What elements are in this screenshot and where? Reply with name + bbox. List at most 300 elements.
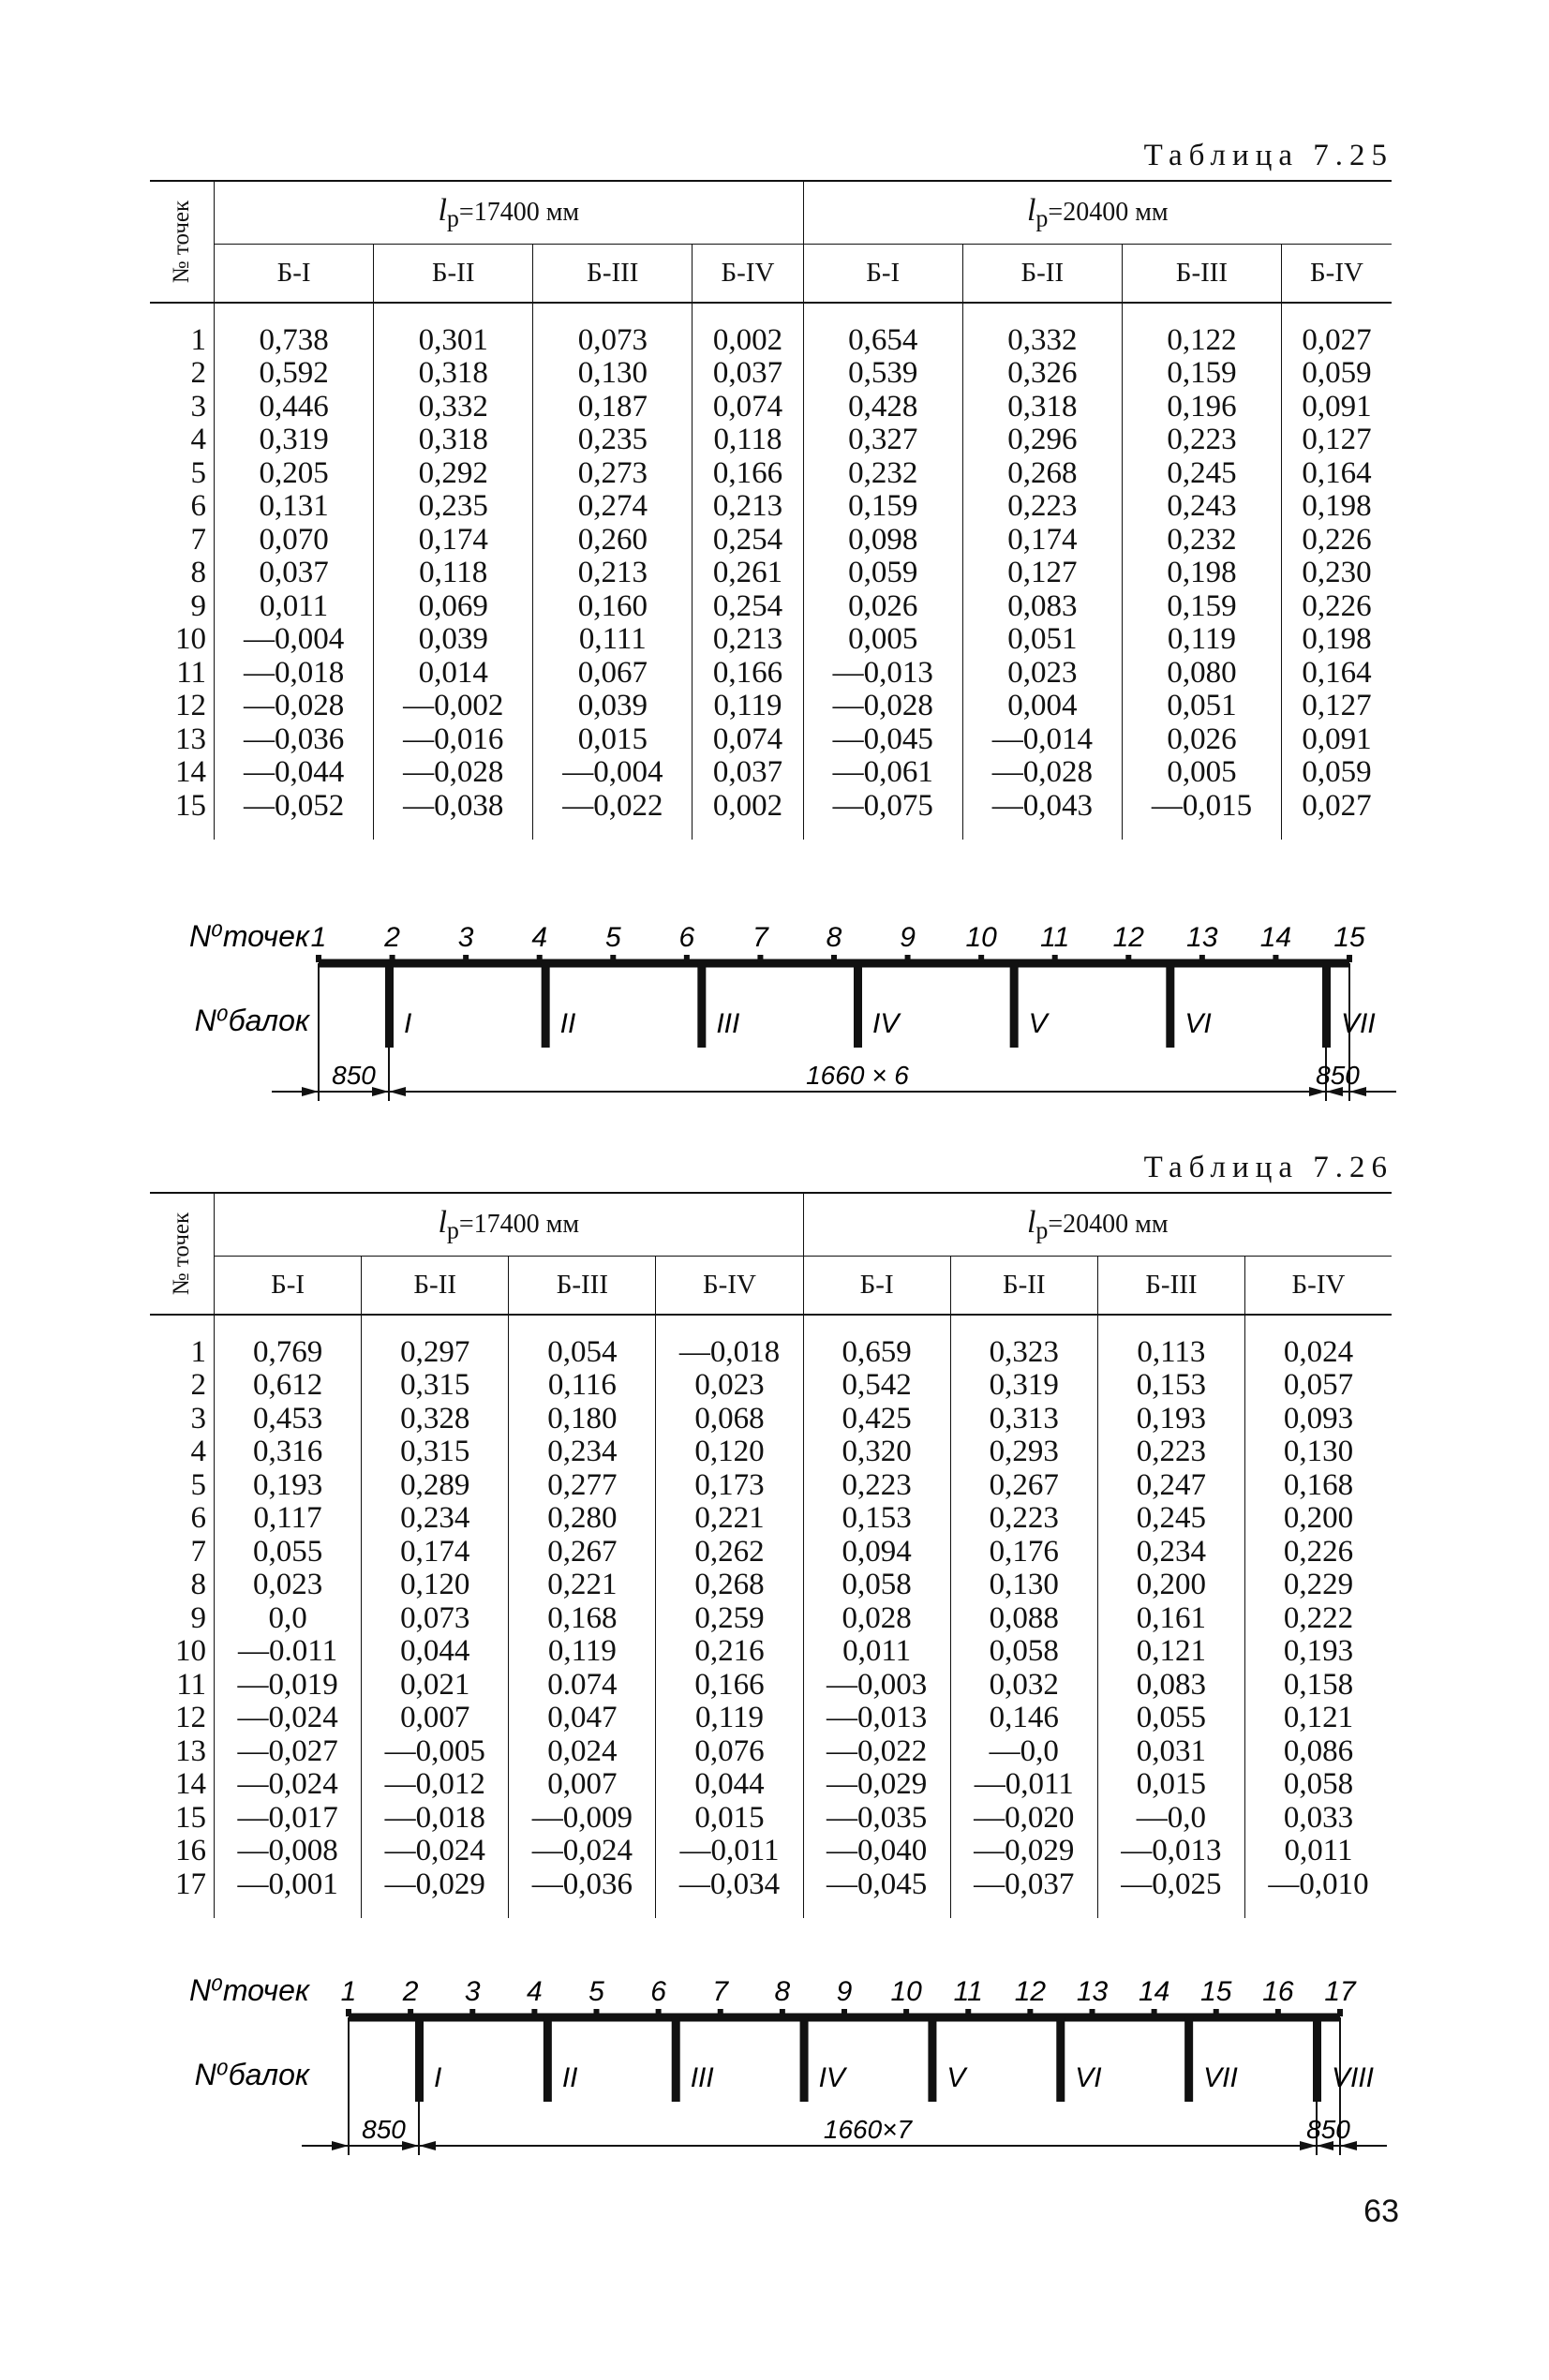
value-cell: 0,127 [962, 557, 1122, 590]
beam-label: V [946, 2062, 966, 2093]
value-cell: 0,612 [215, 1369, 362, 1403]
value-cell: 0,120 [656, 1435, 803, 1469]
point-number-cell: 6 [150, 490, 215, 524]
value-cell: 0,293 [950, 1435, 1097, 1469]
value-cell: 0,153 [803, 1502, 950, 1536]
value-cell: 0,446 [215, 391, 374, 424]
value-cell: 0,268 [962, 457, 1122, 491]
point-label: 8 [826, 922, 842, 953]
table-row [150, 1868, 1392, 1919]
value-cell: 0,327 [803, 424, 962, 457]
value-cell: 0,234 [362, 1502, 509, 1536]
value-cell: 0,223 [1097, 1435, 1244, 1469]
value-cell: 0,039 [374, 623, 533, 657]
value-cell: —0,017 [215, 1802, 362, 1836]
point-number-cell: 3 [150, 391, 215, 424]
value-cell: 0,213 [693, 623, 803, 657]
value-cell: —0.011 [215, 1635, 362, 1669]
point-tick [757, 955, 763, 962]
point-number-cell: 5 [150, 457, 215, 491]
value-cell: —0,016 [374, 723, 533, 757]
beam-label: IV [872, 1008, 900, 1039]
point-tick [316, 955, 321, 962]
value-cell: —0,029 [803, 1768, 950, 1802]
point-tick [1052, 955, 1058, 962]
value-cell: 0,200 [1097, 1569, 1244, 1602]
value-cell: 0,174 [374, 524, 533, 558]
value-cell: —0,027 [215, 1735, 362, 1769]
point-number-cell: 15 [150, 790, 215, 840]
beams-label: N⁰балок [194, 1004, 309, 1037]
point-label: 13 [1076, 1976, 1109, 2007]
points-column-header: № точек [150, 1193, 215, 1315]
value-cell: —0,019 [215, 1669, 362, 1703]
value-cell: —0,024 [362, 1835, 509, 1868]
value-cell: —0,040 [803, 1835, 950, 1868]
point-number-cell: 12 [150, 1702, 215, 1735]
value-cell: 0,026 [803, 590, 962, 624]
value-cell: 0,002 [693, 790, 803, 840]
value-cell: —0,061 [803, 756, 962, 790]
dimension-arrow [389, 1087, 406, 1096]
value-cell: 0,234 [1097, 1536, 1244, 1569]
beam-header: Б-II [362, 1257, 509, 1315]
value-cell: 0,031 [1097, 1735, 1244, 1769]
value-cell: 0,121 [1097, 1635, 1244, 1669]
point-tick [780, 2009, 785, 2016]
value-cell: 0,234 [509, 1435, 656, 1469]
value-cell: 0,318 [374, 424, 533, 457]
value-cell: 0,074 [693, 391, 803, 424]
value-cell: 0,131 [215, 490, 374, 524]
table-row [150, 590, 1392, 624]
value-cell: 0,221 [509, 1569, 656, 1602]
value-cell: 0,229 [1283, 1568, 1354, 1601]
beam-header: Б-II [950, 1257, 1097, 1315]
value-cell: 0,113 [1097, 1315, 1244, 1370]
value-cell: —0,075 [803, 790, 962, 840]
point-tick [469, 2009, 475, 2016]
point-tick [905, 955, 911, 962]
value-cell: 0,159 [1122, 590, 1281, 624]
point-number-cell: 4 [150, 424, 215, 457]
value-cell: 0,027 [1302, 322, 1372, 357]
point-number-cell: 13 [150, 1735, 215, 1769]
beam-header: Б-IV [1291, 1269, 1346, 1300]
value-cell: 0,164 [1302, 455, 1372, 490]
point-tick [1337, 2009, 1343, 2016]
point-label: 8 [774, 1976, 791, 2007]
value-cell: 0,120 [362, 1569, 509, 1602]
value-cell: 0,159 [1122, 357, 1281, 391]
point-label: 9 [836, 1976, 853, 2007]
value-cell: 0,260 [533, 524, 693, 558]
table-row [150, 1502, 1392, 1536]
value-cell: —0,038 [374, 790, 533, 840]
value-cell: 0,067 [533, 657, 693, 691]
value-cell: 0,738 [215, 303, 374, 358]
value-cell: —0,044 [215, 756, 374, 790]
value-cell: 0,076 [656, 1735, 803, 1769]
value-cell: —0,011 [656, 1835, 803, 1868]
point-label: 2 [402, 1976, 419, 2007]
point-number-cell: 10 [150, 1635, 215, 1669]
value-cell: 0,315 [362, 1369, 509, 1403]
table-row [150, 1315, 1392, 1370]
value-cell: 0,193 [215, 1469, 362, 1503]
value-cell: —0,020 [950, 1802, 1097, 1836]
value-cell: —0,010 [1268, 1867, 1369, 1901]
value-cell: 0,058 [1283, 1767, 1354, 1801]
point-tick [903, 2009, 909, 2016]
point-tick [656, 2009, 662, 2016]
value-cell: 0,223 [1122, 424, 1281, 457]
value-cell: 0,094 [803, 1536, 950, 1569]
beam-web [1166, 963, 1174, 1048]
point-tick [831, 955, 837, 962]
table-row [150, 557, 1392, 590]
value-cell: 0,083 [1097, 1669, 1244, 1703]
beam-label: VI [1184, 1008, 1212, 1039]
point-tick [463, 955, 469, 962]
value-cell: 0,005 [803, 623, 962, 657]
point-number-cell: 2 [150, 357, 215, 391]
value-cell: —0,018 [656, 1315, 803, 1370]
point-number-cell: 9 [150, 590, 215, 624]
point-label: 10 [965, 922, 997, 953]
point-tick [1199, 955, 1205, 962]
beam-web [697, 963, 706, 1048]
table-row [150, 490, 1392, 524]
value-cell: —0,024 [215, 1768, 362, 1802]
value-cell: 0,044 [656, 1768, 803, 1802]
value-cell: 0,158 [1283, 1667, 1354, 1702]
beam-label: I [404, 1008, 412, 1039]
point-label: 9 [900, 922, 916, 953]
value-cell: 0,292 [374, 457, 533, 491]
points-label: N⁰точек [188, 1973, 309, 2007]
value-cell: 0,014 [374, 657, 533, 691]
table-row [150, 623, 1392, 657]
point-label: 12 [1112, 922, 1144, 953]
beam-header: Б-II [962, 245, 1122, 303]
value-cell: —0,003 [803, 1669, 950, 1703]
value-cell: 0,055 [1097, 1702, 1244, 1735]
table-row [150, 690, 1392, 723]
value-cell: 0,119 [509, 1635, 656, 1669]
beam-label: II [561, 2062, 578, 2093]
value-cell: 0,176 [950, 1536, 1097, 1569]
point-number-cell: 16 [150, 1835, 215, 1868]
beam-web [854, 963, 862, 1048]
value-cell: 0,277 [509, 1469, 656, 1503]
dimension-arrow [419, 2141, 436, 2150]
beam-web [1056, 2017, 1065, 2102]
point-label: 15 [1200, 1976, 1232, 2007]
group-header-20400: $l_р=20400$ мм [803, 1193, 1392, 1257]
data-table-2 [150, 1192, 1392, 1918]
beam-web [928, 2017, 936, 2102]
value-cell: 0,216 [656, 1635, 803, 1669]
point-tick [684, 955, 690, 962]
value-cell: 0,117 [215, 1502, 362, 1536]
beam-label: VII [1341, 1008, 1376, 1039]
value-cell: 0,111 [533, 623, 693, 657]
value-cell: 0,032 [950, 1669, 1097, 1703]
value-cell: —0,015 [1122, 790, 1281, 840]
group-header-17400: $l_р=17400$ мм [215, 1193, 804, 1257]
point-tick [1027, 2009, 1033, 2016]
value-cell: 0,180 [509, 1403, 656, 1436]
value-cell: —0,011 [950, 1768, 1097, 1802]
value-cell: 0,044 [362, 1635, 509, 1669]
value-cell: 0,059 [1302, 755, 1372, 789]
value-cell: 0,320 [803, 1435, 950, 1469]
value-cell: 0,122 [1122, 303, 1281, 358]
value-cell: 0,166 [693, 657, 803, 691]
points-column-header: № точек [150, 181, 215, 303]
value-cell: 0,127 [1302, 423, 1372, 456]
table-row [150, 657, 1392, 691]
table-row [150, 1635, 1392, 1669]
point-number-cell: 14 [150, 756, 215, 790]
table-row [150, 1702, 1392, 1735]
value-cell: —0,028 [374, 756, 533, 790]
point-tick [1214, 2009, 1219, 2016]
point-number-cell: 1 [150, 1315, 215, 1370]
dimension-right: 850 [1306, 2115, 1350, 2144]
table-row [150, 1536, 1392, 1569]
value-cell: 0,011 [803, 1635, 950, 1669]
dimension-left: 850 [362, 2115, 406, 2144]
value-cell: 0,121 [1283, 1701, 1354, 1734]
table-row [150, 357, 1392, 391]
point-number-cell: 4 [150, 1435, 215, 1469]
value-cell: —0,012 [362, 1768, 509, 1802]
point-tick [531, 2009, 537, 2016]
value-cell: —0,028 [215, 690, 374, 723]
value-cell: 0,198 [1302, 489, 1372, 523]
dimension-right: 850 [1316, 1061, 1360, 1090]
value-cell: 0,037 [215, 557, 374, 590]
value-cell: 0,028 [803, 1602, 950, 1636]
value-cell: 0,011 [1284, 1834, 1353, 1867]
point-tick [1275, 2009, 1281, 2016]
value-cell: —0,045 [803, 1868, 950, 1919]
point-number-cell: 11 [150, 1669, 215, 1703]
value-cell: 0,088 [950, 1602, 1097, 1636]
value-cell: 0,245 [1097, 1502, 1244, 1536]
dimension-arrow [332, 2141, 349, 2150]
beam-web [385, 963, 394, 1048]
value-cell: —0,034 [656, 1868, 803, 1919]
value-cell: 0,245 [1122, 457, 1281, 491]
value-cell: 0,058 [803, 1569, 950, 1602]
value-cell: 0,119 [656, 1702, 803, 1735]
value-cell: 0,232 [1122, 524, 1281, 558]
point-tick [842, 2009, 847, 2016]
value-cell: 0,223 [950, 1502, 1097, 1536]
beam-label: VII [1203, 2062, 1238, 2093]
point-tick [978, 955, 984, 962]
value-cell: 0,213 [693, 490, 803, 524]
beam-label: II [559, 1008, 576, 1039]
beam-header: Б-I [803, 1257, 950, 1315]
value-cell: 0,280 [509, 1502, 656, 1536]
beam-web [672, 2017, 680, 2102]
point-tick [1125, 955, 1131, 962]
value-cell: —0,036 [509, 1868, 656, 1919]
beam-label: VI [1075, 2062, 1102, 2093]
beam-web [1322, 963, 1331, 1048]
value-cell: 0,193 [1283, 1634, 1354, 1668]
point-label: 16 [1262, 1976, 1294, 2007]
point-tick [718, 2009, 723, 2016]
value-cell: 0,205 [215, 457, 374, 491]
table-row [150, 790, 1392, 840]
value-cell: 0,267 [509, 1536, 656, 1569]
beam-label: VIII [1332, 2062, 1375, 2093]
beam-header: Б-IV [693, 245, 803, 303]
value-cell: 0,159 [803, 490, 962, 524]
value-cell: 0,332 [374, 391, 533, 424]
beams-label: N⁰балок [194, 2058, 309, 2091]
value-cell: —0,025 [1097, 1868, 1244, 1919]
point-tick [610, 955, 616, 962]
point-label: 6 [678, 922, 695, 953]
dimension-left: 850 [332, 1061, 376, 1090]
value-cell: 0,033 [1283, 1800, 1354, 1835]
value-cell: 0,051 [1122, 690, 1281, 723]
value-cell: 0,289 [362, 1469, 509, 1503]
value-cell: 0,074 [693, 723, 803, 757]
value-cell: 0,223 [962, 490, 1122, 524]
value-cell: 0,193 [1097, 1403, 1244, 1436]
value-cell: 0,037 [693, 357, 803, 391]
value-cell: 0,166 [656, 1669, 803, 1703]
value-cell: 0,315 [362, 1435, 509, 1469]
point-number-cell: 15 [150, 1802, 215, 1836]
point-tick [390, 955, 395, 962]
value-cell: 0,196 [1122, 391, 1281, 424]
value-cell: 0,161 [1097, 1602, 1244, 1636]
value-cell: 0,127 [1302, 689, 1372, 722]
value-cell: 0,119 [693, 690, 803, 723]
value-cell: 0,098 [803, 524, 962, 558]
value-cell: 0,027 [1302, 788, 1372, 823]
value-cell: —0,0 [950, 1735, 1097, 1769]
table-row [150, 1835, 1392, 1868]
value-cell: —0,018 [215, 657, 374, 691]
value-cell: 0,592 [215, 357, 374, 391]
value-cell: 0,261 [693, 557, 803, 590]
point-label: 10 [890, 1976, 922, 2007]
value-cell: 0,296 [962, 424, 1122, 457]
table-row [150, 524, 1392, 558]
points-label: N⁰точек [188, 919, 309, 953]
value-cell: 0,015 [533, 723, 693, 757]
value-cell: 0,086 [1283, 1733, 1354, 1768]
value-cell: —0,028 [962, 756, 1122, 790]
point-tick [1273, 955, 1278, 962]
value-cell: 0,254 [693, 590, 803, 624]
value-cell: 0,023 [962, 657, 1122, 691]
value-cell: 0,425 [803, 1403, 950, 1436]
table-caption-1: Таблица 7.25 [1143, 139, 1393, 172]
point-number-cell: 1 [150, 303, 215, 358]
group-header-17400: $l_р=17400$ мм [215, 181, 804, 245]
point-number-cell: 5 [150, 1469, 215, 1503]
value-cell: 0,083 [962, 590, 1122, 624]
value-cell: 0,230 [1302, 556, 1372, 589]
value-cell: 0,023 [215, 1569, 362, 1602]
value-cell: 0,168 [1283, 1467, 1354, 1502]
value-cell: 0,057 [1283, 1368, 1354, 1402]
value-cell: —0,029 [362, 1868, 509, 1919]
point-number-cell: 11 [150, 657, 215, 691]
value-cell: 0,024 [509, 1735, 656, 1769]
value-cell: 0,0 [215, 1602, 362, 1636]
value-cell: 0,323 [950, 1315, 1097, 1370]
value-cell: 0,160 [533, 590, 693, 624]
table-row [150, 756, 1392, 790]
table-row [150, 1602, 1392, 1636]
value-cell: 0,243 [1122, 490, 1281, 524]
table-row [150, 1768, 1392, 1802]
value-cell: 0,051 [962, 623, 1122, 657]
value-cell: —0,024 [509, 1835, 656, 1868]
value-cell: 0,301 [374, 303, 533, 358]
point-number-cell: 10 [150, 623, 215, 657]
value-cell: —0,018 [362, 1802, 509, 1836]
point-label: 2 [384, 922, 400, 953]
table-caption-2: Таблица 7.26 [1143, 1151, 1393, 1184]
point-label: 3 [457, 922, 474, 953]
table-row [150, 457, 1392, 491]
point-tick [965, 2009, 971, 2016]
value-cell: 0,002 [693, 303, 803, 358]
point-label: 14 [1138, 1976, 1170, 2007]
value-cell: 0,005 [1122, 756, 1281, 790]
value-cell: 0.074 [509, 1669, 656, 1703]
value-cell: 0,055 [215, 1536, 362, 1569]
table-row [150, 424, 1392, 457]
value-cell: 0,058 [950, 1635, 1097, 1669]
value-cell: —0,005 [362, 1735, 509, 1769]
point-label: 1 [340, 1976, 357, 2007]
beam-header: Б-IV [1310, 257, 1363, 288]
value-cell: —0,037 [950, 1868, 1097, 1919]
value-cell: 0,021 [362, 1669, 509, 1703]
value-cell: 0,267 [950, 1469, 1097, 1503]
table-row [150, 1569, 1392, 1602]
value-cell: 0,153 [1097, 1369, 1244, 1403]
table-row [150, 1369, 1392, 1403]
value-cell: 0,318 [374, 357, 533, 391]
value-cell: —0,001 [215, 1868, 362, 1919]
value-cell: 0,297 [362, 1315, 509, 1370]
point-label: 7 [752, 922, 768, 953]
page-number: 63 [1363, 2194, 1399, 2229]
point-tick [594, 2009, 600, 2016]
point-number-cell: 12 [150, 690, 215, 723]
data-table-1 [150, 180, 1392, 840]
value-cell: 0,273 [533, 457, 693, 491]
point-tick [408, 2009, 413, 2016]
dimension-middle: 1660×7 [823, 2115, 913, 2144]
point-number-cell: 14 [150, 1768, 215, 1802]
value-cell: 0,313 [950, 1403, 1097, 1436]
